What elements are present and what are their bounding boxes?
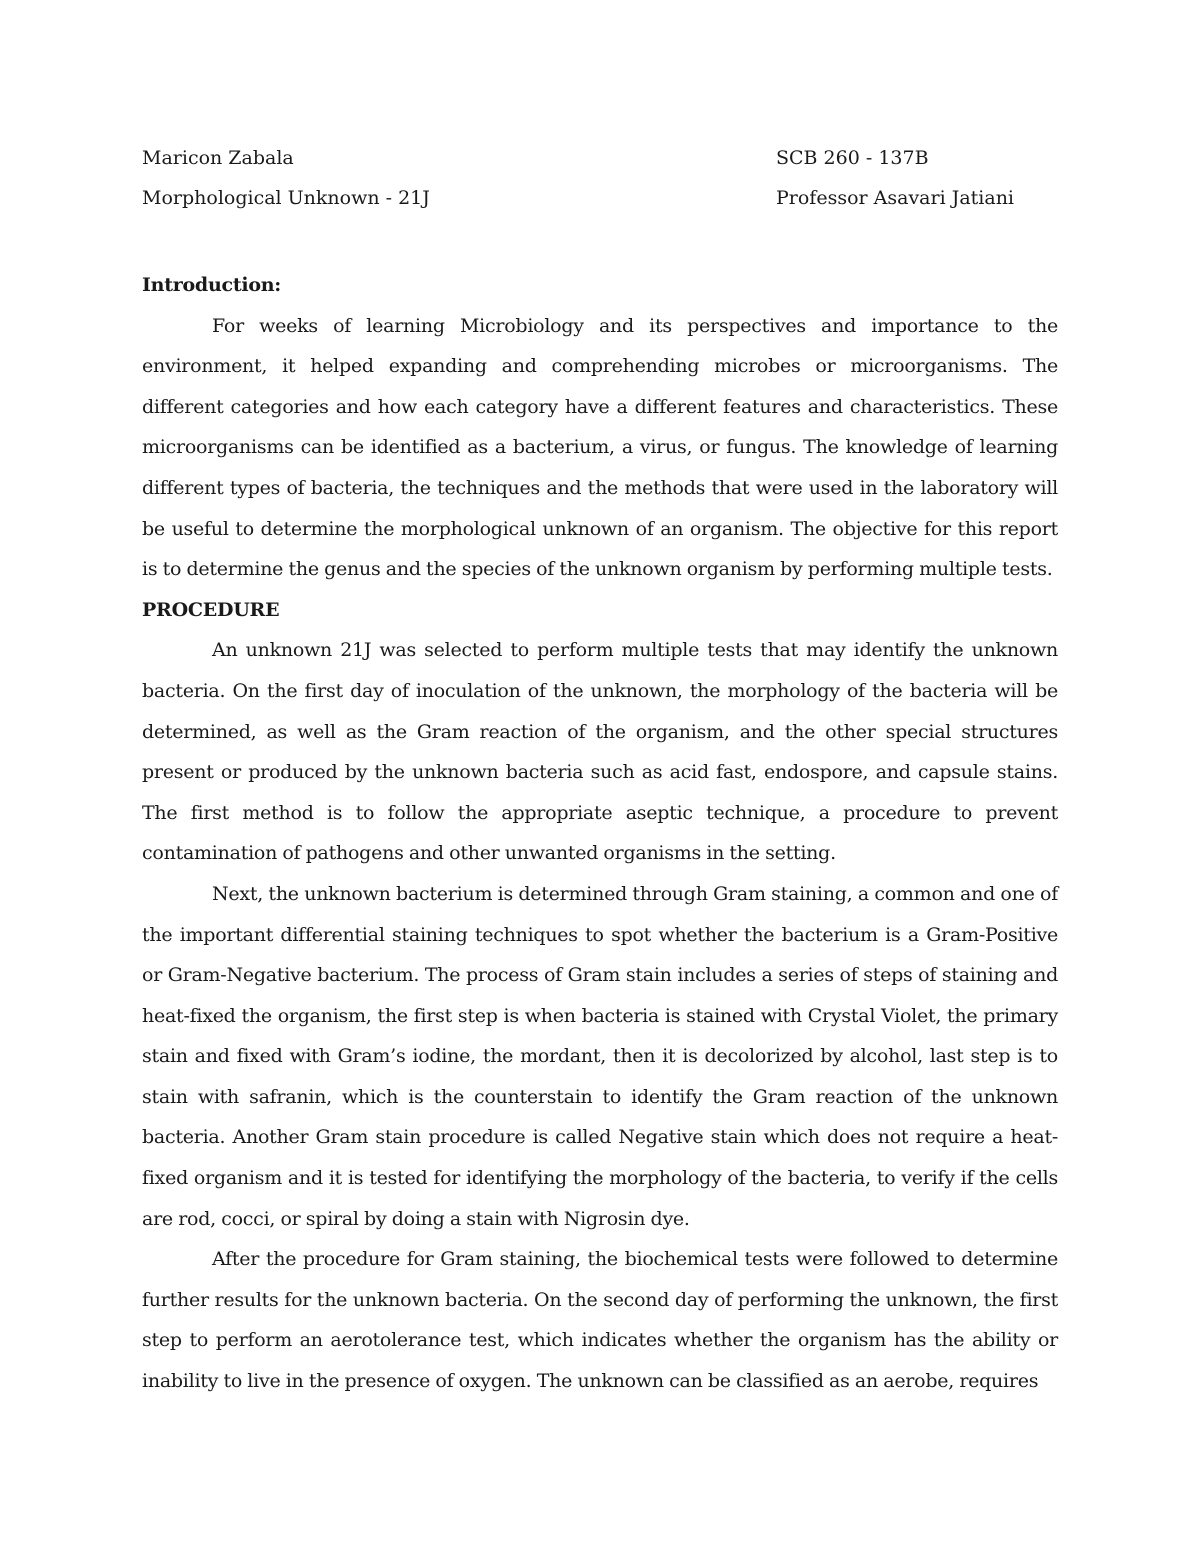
introduction-paragraph: For weeks of learning Microbiology and its perspectives and importance to the environment, it helped expanding and comprehending microbes or microorganisms. The different categories and how each category have a different features and characteristics. These microorganisms can be identified as a bacterium, a virus, or fungus. The knowledge of learning different types of bacteria, the techniques and the methods that were used in the laboratory will be useful to determine the morphological unknown of an organism. The objective for this report is to determine the genus and the species of the unknown organism by performing multiple tests.	[142, 314, 1058, 581]
professor-name: Professor Asavari Jatiani	[776, 187, 1015, 209]
procedure-heading: PROCEDURE	[142, 598, 280, 621]
report-title: Morphological Unknown - 21J	[142, 187, 430, 209]
course-code: SCB 260 - 137B	[776, 147, 929, 169]
procedure-paragraph-3: After the procedure for Gram staining, the biochemical tests were followed to determine further results for the unknown bacteria. On the second day of performing the unknown, the first step to perform an aerotolerance test, which indicates whether the organism has the ability or inability to live in the presence of oxygen. The unknown can be classified as an aerobe, requires	[142, 1248, 1058, 1393]
procedure-paragraph-2: Next, the unknown bacterium is determined through Gram staining, a common and one of the important differential staining techniques to spot whether the bacterium is a Gram-Positive or Gram-Negative bacterium. The process of Gram stain includes a series of steps of staining and heat-fixed the organism, the first step is when bacteria is stained with Crystal Violet, the primary stain and fixed with Gram’s iodine, the mordant, then it is decolorized by alcohol, last step is to stain with safranin, which is the counterstain to identify the Gram reaction of the unknown bacteria. Another Gram stain procedure is called Negative stain which does not require a heat-fixed organism and it is tested for identifying the morphology of the bacteria, to verify if the cells are rod, cocci, or spiral by doing a stain with Nigrosin dye.	[142, 882, 1058, 1230]
procedure-paragraph-1: An unknown 21J was selected to perform multiple tests that may identify the unknown bacteria. On the first day of inoculation of the unknown, the morphology of the bacteria will be determined, as well as the Gram reaction of the organism, and the other special structures present or produced by the unknown bacteria such as acid fast, endospore, and capsule stains. The first method is to follow the appropriate aseptic technique, a procedure to prevent contamination of pathogens and other unwanted organisms in the setting.	[142, 639, 1058, 865]
author-name: Maricon Zabala	[142, 147, 294, 169]
body-text	[142, 265, 1058, 1402]
introduction-heading: Introduction:	[142, 274, 282, 296]
